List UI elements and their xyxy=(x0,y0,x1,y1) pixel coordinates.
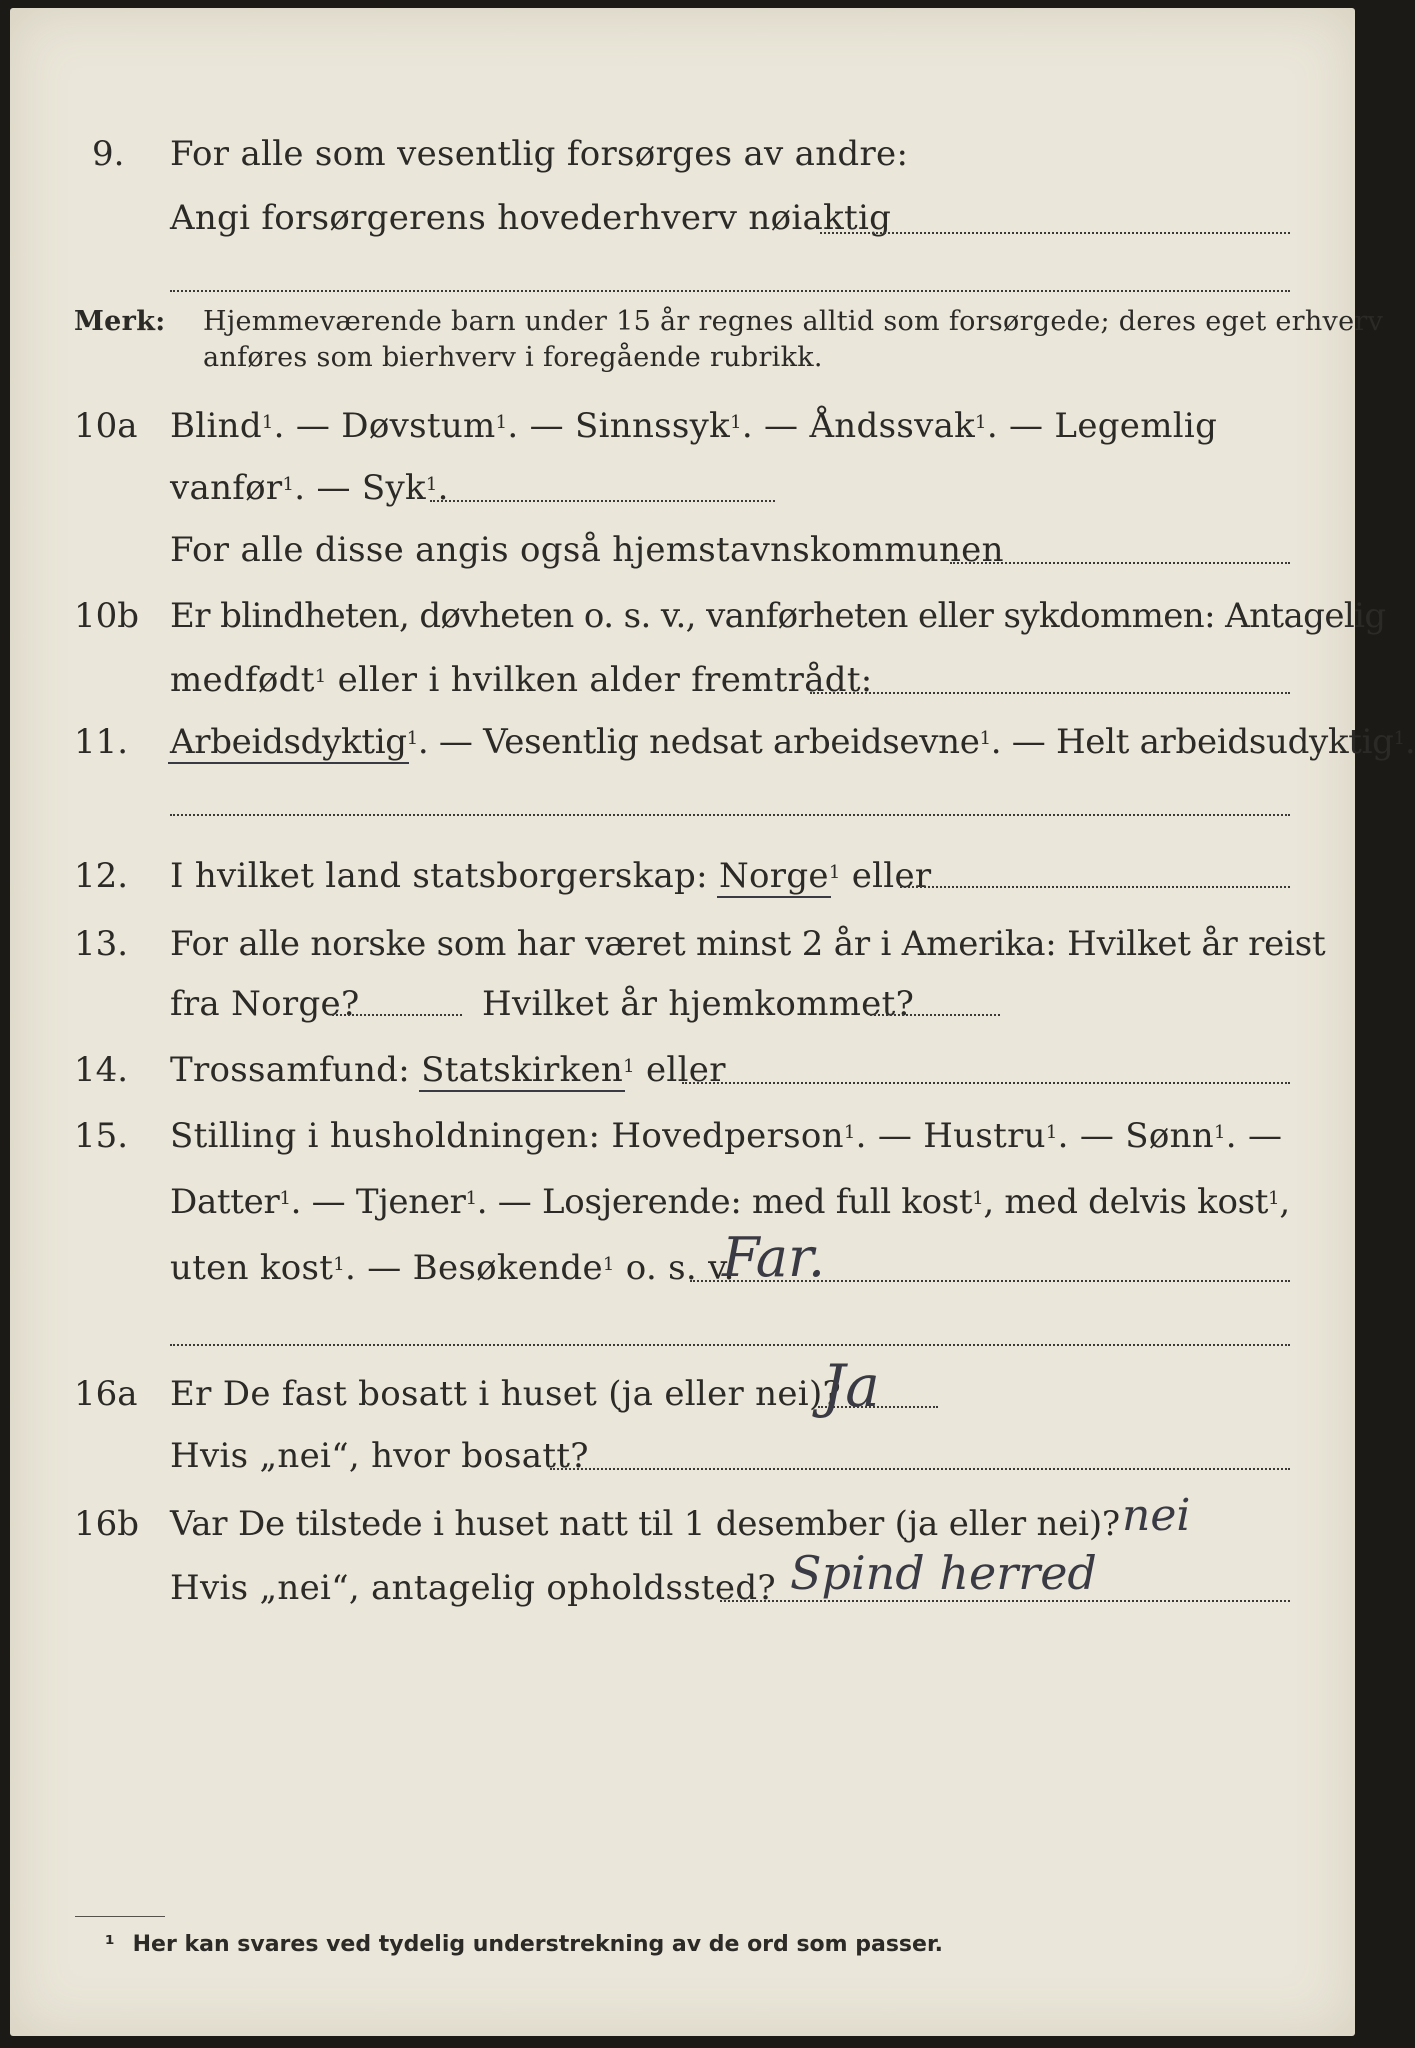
q13-reist-line xyxy=(332,1014,462,1016)
q16a-bosatt-line xyxy=(550,1468,1290,1470)
q16a-number: 16a xyxy=(74,1374,138,1414)
q16b-line1: Var De tilstede i huset natt til 1 desember (ja eller nei)? xyxy=(170,1504,1120,1544)
q12-answer-line xyxy=(900,886,1290,888)
q13-hjemkommet-line xyxy=(870,1014,1000,1016)
q13-line2b: Hvilket år hjemkommet? xyxy=(482,984,915,1024)
q15-number: 15. xyxy=(74,1116,129,1156)
q10a-line2: vanfør$^1$. — Syk$^1$. xyxy=(170,468,449,508)
q16b-opholdssted-line xyxy=(720,1600,1290,1602)
q15-line3: uten kost$^1$. — Besøkende$^1$ o. s. v. xyxy=(170,1248,735,1288)
merk-label: Merk: xyxy=(74,306,166,337)
q10a-number: 10a xyxy=(74,406,138,446)
opt-norge-underlined: Norge xyxy=(718,856,829,896)
q10b-line2: medfødt$^1$ eller i hvilken alder fremtrådt: xyxy=(170,660,873,700)
q16b-handwritten-answer: nei xyxy=(1122,1490,1191,1541)
q16b-handwritten-place: Spind herred xyxy=(790,1546,1097,1600)
q10b-answer-line xyxy=(810,692,1290,694)
q10a-kommune-line xyxy=(950,562,1290,564)
q16b-line2: Hvis „nei“, antagelig opholdssted? xyxy=(170,1568,776,1608)
q9-line1: For alle som vesentlig forsørges av andre: xyxy=(170,134,909,174)
opt-statskirken-underlined: Statskirken xyxy=(421,1050,624,1090)
q11-line: Arbeidsdyktig$^1$. — Vesentlig nedsat arbeidsevne$^1$. — Helt arbeidsudyktig$^1$. xyxy=(170,722,1415,762)
q15-handwritten-answer: Far. xyxy=(722,1226,826,1289)
q10b-line1: Er blindheten, døvheten o. s. v., vanførheten eller sykdommen: Antagelig xyxy=(170,596,1386,636)
q11-number: 11. xyxy=(74,722,129,762)
opt-blind: Blind xyxy=(170,406,262,446)
q13-line2a: fra Norge? xyxy=(170,984,360,1024)
q13-line1: For alle norske som har været minst 2 år i Amerika: Hvilket år reist xyxy=(170,924,1326,964)
q16a-line1: Er De fast bosatt i huset (ja eller nei)? xyxy=(170,1374,842,1414)
q12-line: I hvilket land statsborgerskap: Norge$^1$ eller xyxy=(170,856,932,896)
form-page xyxy=(10,8,1415,2036)
footnote-text: Her kan svares ved tydelig understrekning av de ord som passer. xyxy=(132,1932,944,1957)
q9-answer-line xyxy=(820,232,1290,234)
q15-line1: Stilling i husholdningen: Hovedperson$^1$. — Hustru$^1$. — Sønn$^1$. — xyxy=(170,1116,1283,1156)
q16b-number: 16b xyxy=(74,1504,140,1544)
q10a-answer-line xyxy=(430,500,775,502)
footnote-rule xyxy=(75,1916,165,1917)
q10b-number: 10b xyxy=(74,596,140,636)
q16a-line2: Hvis „nei“, hvor bosatt? xyxy=(170,1436,589,1476)
q12-number: 12. xyxy=(74,856,129,896)
q13-number: 13. xyxy=(74,924,129,964)
q15-answer-line-2 xyxy=(170,1344,1290,1346)
q14-number: 14. xyxy=(74,1050,129,1090)
merk-line1: Hjemmeværende barn under 15 år regnes alltid som forsørgede; deres eget erhverv xyxy=(203,306,1384,337)
q15-line2: Datter$^1$. — Tjener$^1$. — Losjerende: med full kost$^1$, med delvis kost$^1$, xyxy=(170,1182,1290,1222)
q10a-line3: For alle disse angis også hjemstavnskommunen xyxy=(170,530,1004,570)
q9-line2: Angi forsørgerens hovederhverv nøiaktig xyxy=(170,198,892,238)
q14-answer-line xyxy=(682,1082,1290,1084)
footnote-mark: ¹ xyxy=(105,1932,115,1957)
footnote xyxy=(105,1932,943,1957)
merk-line2: anføres som bierhverv i foregående rubrikk. xyxy=(203,342,823,373)
q9-number: 9. xyxy=(92,134,125,174)
q14-line: Trossamfund: Statskirken$^1$ eller xyxy=(170,1050,726,1090)
q10a-line1: Blind$^1$. — Døvstum$^1$. — Sinnssyk$^1$. — Åndssvak$^1$. — Legemlig xyxy=(170,406,1218,446)
q16a-handwritten-answer: Ja xyxy=(822,1352,880,1420)
opt-arbeidsdyktig-underlined: Arbeidsdyktig xyxy=(170,722,407,762)
q9-answer-line-2 xyxy=(170,290,1290,292)
q11-answer-line xyxy=(170,814,1290,816)
